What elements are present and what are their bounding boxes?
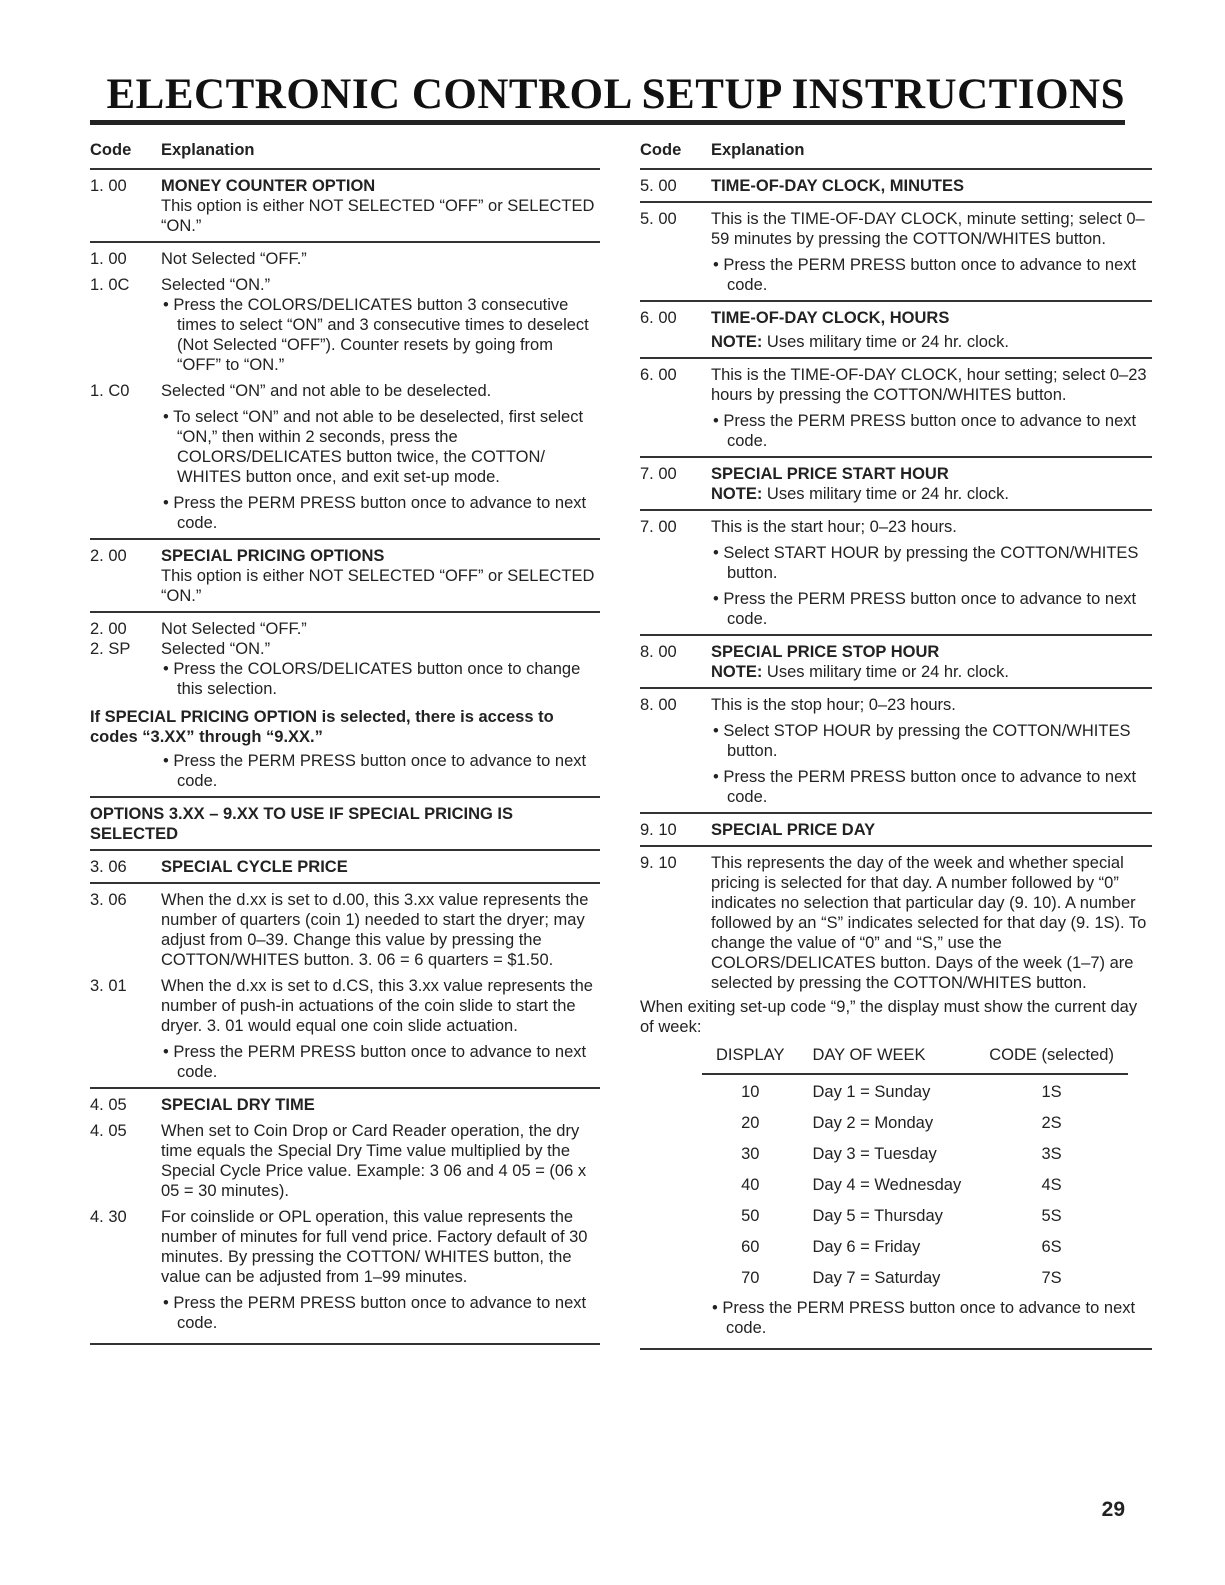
code-value: 2. SP [90,640,131,658]
divider [640,201,1152,203]
table-cell: Day 3 = Tuesday [812,1145,937,1163]
bullet-item: • To select “ON” and not able to be deselected, first select “ON,” then within 2 seconds, press the COLORS/DELICATES button twice, the COTTON/ WHITES button once, and exit set-up mode. [163,408,584,486]
code-value: 6. 00 [640,309,677,327]
section-heading: SPECIAL PRICING OPTIONS [161,547,385,565]
code-row [90,546,600,606]
section-heading: SPECIAL CYCLE PRICE [161,858,348,876]
code-value: 9. 10 [640,821,677,839]
section-text: Selected “ON” and not able to be deselected. [161,382,492,400]
code-header: Code [640,141,682,159]
section-heading: SPECIAL PRICE DAY [711,821,876,839]
table-row [702,1074,1128,1106]
note-text: Uses military time or 24 hr. clock. [762,333,1009,351]
table-row [702,1106,1128,1137]
section-text: This option is either NOT SELECTED “OFF” or SELECTED “ON.” [161,567,595,605]
code-row [90,890,600,970]
table-cell: 1S [1041,1083,1062,1101]
section-heading: MONEY COUNTER OPTION [161,177,376,195]
code-row [90,619,600,639]
table-cell: Day 6 = Friday [812,1238,921,1256]
note-line [711,332,1152,352]
table-cell: Day 2 = Monday [812,1114,934,1132]
code-row [90,976,600,1082]
code-row [640,517,1152,629]
table-cell: 4S [1041,1176,1062,1194]
table-cell: Day 5 = Thursday [812,1207,943,1225]
divider [640,634,1152,636]
note-text: Uses military time or 24 hr. clock. [762,663,1009,681]
section-heading: SPECIAL PRICE START HOUR [711,465,949,483]
code-value: 6. 00 [640,366,677,384]
divider [90,882,600,884]
bullet-item: • Press the PERM PRESS button once to advance to next code. [713,256,1137,294]
table-row [702,1230,1128,1261]
bullet-item: • Press the PERM PRESS button once to advance to next code. [163,752,587,790]
table-cell: 10 [741,1083,760,1101]
right-column [640,140,1152,1350]
code-row [640,176,1152,196]
bullet-item: • Select START HOUR by pressing the COTTON/WHITES button. [713,544,1139,582]
divider [640,687,1152,689]
section-heading: SPECIAL DRY TIME [161,1096,315,1114]
bullet-item: • Select STOP HOUR by pressing the COTTON/WHITES button. [713,722,1131,760]
section-text: Not Selected “OFF.” [161,620,307,638]
code-value: 5. 00 [640,177,677,195]
code-row [90,275,600,375]
code-value: 2. 00 [90,620,127,638]
explanation-header: Explanation [161,141,255,159]
section-text: This option is either NOT SELECTED “OFF” or SELECTED “ON.” [161,197,595,235]
divider [90,241,600,243]
table-cell: 3S [1041,1145,1062,1163]
table-row [702,1168,1128,1199]
code-row [640,365,1152,451]
column-header [640,140,1152,170]
section-text: This is the start hour; 0–23 hours. [711,518,957,536]
divider [90,538,600,540]
section-heading: TIME-OF-DAY CLOCK, MINUTES [711,177,965,195]
section-text: For coinslide or OPL operation, this value represents the number of minutes for full vend price. Factory default of 30 minutes. By pressing the COTTON/ WHITES button, the value can be adjusted from 1–99 minutes. [161,1208,588,1286]
code-row [640,209,1152,295]
section-text: When the d.xx is set to d.00, this 3.xx value represents the number of quarters (coin 1) needed to start the dryer; may adjust from 0–39. Change this value by pressing the COTTON/WHITES button. 3. 06 = 6 quarters = $1.50. [161,891,589,969]
code-value: 1. C0 [90,382,130,400]
table-cell: 30 [741,1145,760,1163]
section-text: This represents the day of the week and whether special pricing is selected for that day. A number followed by “0” indicates no selection that particular day (9. 10). A number followed by an “S” indicates selected for that day (9. 1S). To change the value of “0” and “S,” use the COLORS/DELICATES button. Days of the week (1–7) are selected by pressing the COTTON/WHITES button. [711,854,1147,992]
divider [90,849,600,851]
code-row [90,857,600,877]
code-row [90,1207,600,1333]
section-text: Selected “ON.” [161,276,271,294]
table-header: CODE (selected) [975,1045,1128,1074]
day-of-week-table [702,1045,1128,1292]
table-header: DAY OF WEEK [798,1045,975,1074]
note-text: Uses military time or 24 hr. clock. [762,485,1009,503]
table-cell: 50 [741,1207,760,1225]
section-text: This is the TIME-OF-DAY CLOCK, hour setting; select 0–23 hours by pressing the COTTON/WHITES button. [711,366,1147,404]
divider [640,1348,1152,1350]
code-value: 9. 10 [640,854,677,872]
divider [640,509,1152,511]
table-cell: 70 [741,1269,760,1287]
code-value: 3. 06 [90,891,127,909]
bullet-item: • Press the PERM PRESS button once to advance to next code. [713,412,1137,450]
code-row [640,642,1152,682]
code-row [640,853,1152,993]
table-cell: Day 4 = Wednesday [812,1176,962,1194]
section-heading: SPECIAL PRICE STOP HOUR [711,643,940,661]
divider [640,300,1152,302]
code-value: 4. 05 [90,1122,127,1140]
table-cell: 5S [1041,1207,1062,1225]
code-value: 7. 00 [640,518,677,536]
section-text: When set to Coin Drop or Card Reader operation, the dry time equals the Special Dry Time value multiplied by the Special Cycle Price value. Example: 3 06 and 4 05 = (06 x 05 = 30 minutes). [161,1122,587,1200]
divider [640,456,1152,458]
code-header: Code [90,141,132,159]
code-value: 4. 30 [90,1208,127,1226]
table-header: DISPLAY [702,1045,798,1074]
code-row [90,1121,600,1201]
code-value: 3. 01 [90,977,127,995]
page-number: 29 [1101,1498,1125,1521]
section-text: Not Selected “OFF.” [161,250,307,268]
code-value: 1. 00 [90,250,127,268]
section-text: Selected “ON.” [161,640,271,658]
code-row [90,1095,600,1115]
code-row [90,639,600,699]
bullet-item: • Press the PERM PRESS button once to advance to next code. [713,590,1137,628]
table-row [702,1199,1128,1230]
section-text: This is the TIME-OF-DAY CLOCK, minute setting; select 0–59 minutes by pressing the COTTON/WHITES button. [711,210,1145,248]
code-row [640,308,1152,352]
code-row [90,176,600,236]
table-row [702,1261,1128,1292]
code-row [640,695,1152,807]
note-label: NOTE: [711,485,763,503]
divider [640,812,1152,814]
bullet-item: • Press the PERM PRESS button once to advance to next code. [163,1043,587,1081]
note-line [711,662,1152,682]
table-cell: 2S [1041,1114,1062,1132]
note-line [711,484,1152,504]
code-value: 3. 06 [90,858,127,876]
divider [640,845,1152,847]
left-column [90,140,600,1345]
section-text: This is the stop hour; 0–23 hours. [711,696,956,714]
divider [90,611,600,613]
divider [90,1087,600,1089]
bullet-item: • Press the COLORS/DELICATES button 3 consecutive times to select “ON” and 3 consecutive times to deselect (Not Selected “OFF”). Counter resets by going from “OFF” to “ON.” [163,296,589,374]
table-cell: 40 [741,1176,760,1194]
table-cell: 7S [1041,1269,1062,1287]
code-value: 1. 00 [90,177,127,195]
section-heading: TIME-OF-DAY CLOCK, HOURS [711,309,950,327]
code-row [640,464,1152,504]
options-heading: OPTIONS 3.XX – 9.XX TO USE IF SPECIAL PRICING IS SELECTED [90,805,513,843]
bullet-item: • Press the PERM PRESS button once to advance to next code. [713,768,1137,806]
table-cell: 6S [1041,1238,1062,1256]
note-label: NOTE: [711,333,763,351]
code-value: 8. 00 [640,696,677,714]
code-value: 2. 00 [90,547,127,565]
code-value: 5. 00 [640,210,677,228]
section-text: When the d.xx is set to d.CS, this 3.xx value represents the number of push-in actuations of the coin slide to start the dryer. 3. 01 would equal one coin slide actuation. [161,977,593,1035]
table-cell: Day 1 = Sunday [812,1083,931,1101]
code-row [90,249,600,269]
code-value: 7. 00 [640,465,677,483]
bullet-item: • Press the PERM PRESS button once to advance to next code. [712,1299,1136,1337]
table-cell: 60 [741,1238,760,1256]
table-cell: 20 [741,1114,760,1132]
divider [640,357,1152,359]
exit-text: When exiting set-up code “9,” the display must show the current day of week: [640,998,1138,1036]
table-cell: Day 7 = Saturday [812,1269,941,1287]
bullet-item: • Press the PERM PRESS button once to advance to next code. [163,494,587,532]
divider [90,796,600,798]
code-row [90,381,600,533]
code-value: 4. 05 [90,1096,127,1114]
divider [90,1343,600,1345]
bullet-item: • Press the COLORS/DELICATES button once to change this selection. [163,660,581,698]
table-row [702,1137,1128,1168]
special-pricing-note: If SPECIAL PRICING OPTION is selected, there is access to codes “3.XX” through “9.XX.” [90,708,554,746]
explanation-header: Explanation [711,141,805,159]
bullet-item: • Press the PERM PRESS button once to advance to next code. [163,1294,587,1332]
note-label: NOTE: [711,663,763,681]
column-header [90,140,600,170]
code-row [640,820,1152,840]
code-value: 8. 00 [640,643,677,661]
code-value: 1. 0C [90,276,130,294]
page-title: ELECTRONIC CONTROL SETUP INSTRUCTIONS [90,70,1125,125]
